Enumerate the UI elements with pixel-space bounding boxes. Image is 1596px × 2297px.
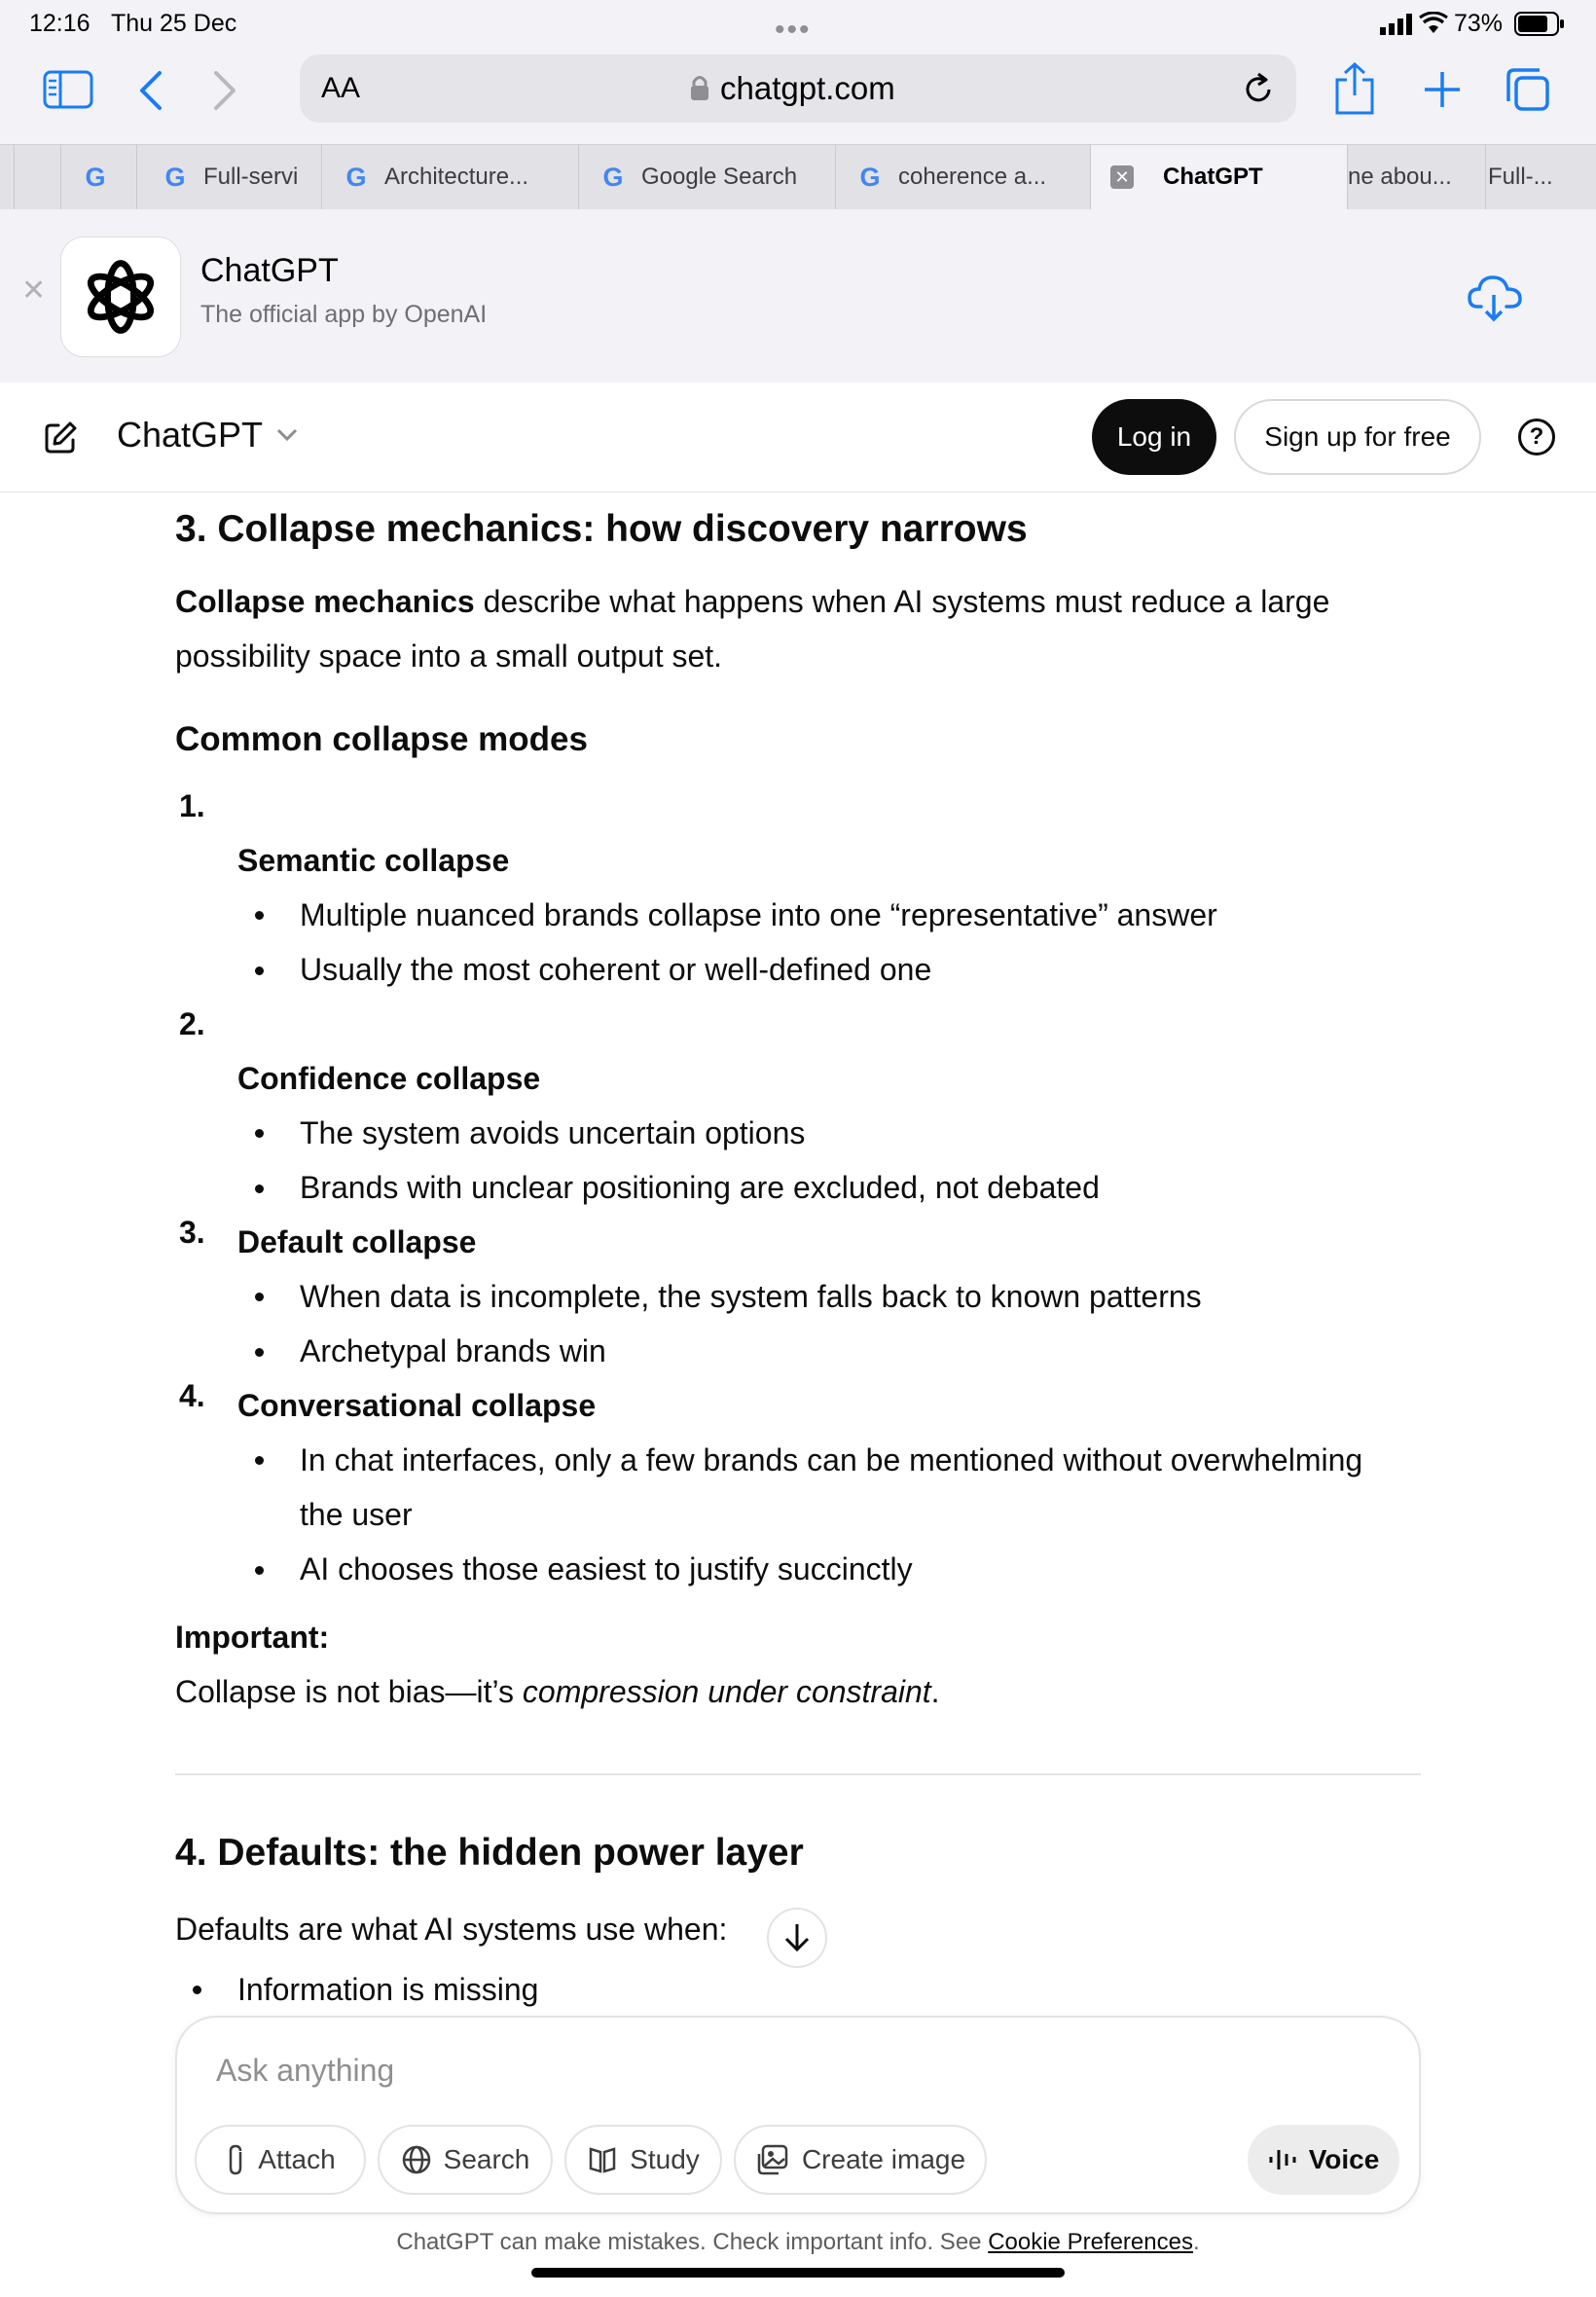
tab-label: ne abou... <box>1348 164 1452 190</box>
new-chat-icon[interactable] <box>43 420 78 456</box>
battery-percent: 73% <box>1454 10 1504 37</box>
mode-title: Default collapse <box>237 1224 477 1259</box>
new-tab-plus-icon[interactable] <box>1423 70 1462 109</box>
attach-label: Attach <box>258 2144 336 2174</box>
status-date: Thu 25 Dec <box>111 10 237 37</box>
intro-paragraph-line-1 <box>175 574 1329 629</box>
smart-app-banner <box>0 209 1596 383</box>
bullet-dot <box>255 1129 264 1138</box>
search-label: Search <box>443 2144 530 2174</box>
composer-input[interactable]: Ask anything <box>216 2053 395 2088</box>
create-image-label: Create image <box>801 2144 966 2174</box>
tab-coherence[interactable] <box>835 145 1090 209</box>
help-button[interactable] <box>1518 419 1555 456</box>
mode-bullet: The system avoids uncertain options <box>300 1115 806 1150</box>
defaults-intro: Defaults are what AI systems use when: <box>175 1912 728 1947</box>
disclaimer-text: ChatGPT can make mistakes. Check important info. See <box>396 2229 989 2255</box>
image-icon <box>755 2144 790 2175</box>
back-arrow-icon[interactable] <box>136 70 165 111</box>
mode-bullet: Usually the most coherent or well-defined one <box>300 952 932 987</box>
tab-label: coherence a... <box>898 164 1047 190</box>
battery-icon <box>1514 12 1565 37</box>
tab-label: Full-... <box>1488 164 1553 190</box>
bullet-dot <box>255 1348 264 1357</box>
study-label: Study <box>630 2144 700 2174</box>
important-post: . <box>930 1674 940 1709</box>
forward-arrow-icon[interactable] <box>210 70 239 111</box>
bullet-dot <box>255 1185 264 1193</box>
mode-bullet-continued: the user <box>300 1497 413 1532</box>
bullet-dot <box>255 911 264 920</box>
url-text[interactable]: chatgpt.com <box>720 70 895 106</box>
app-icon <box>60 237 181 357</box>
intro-paragraph-line-2: possibility space into a small output set. <box>175 638 723 674</box>
mode-title: Semantic collapse <box>237 843 510 878</box>
paperclip-icon <box>225 2144 246 2175</box>
mode-bullet: Archetypal brands win <box>300 1333 606 1368</box>
book-icon <box>587 2145 618 2174</box>
tab-label: Google Search <box>641 164 798 190</box>
intro-rest-1: describe what happens when AI systems must reduce a large <box>474 584 1330 619</box>
reload-icon[interactable] <box>1240 70 1277 107</box>
tab-full-2[interactable] <box>1485 145 1596 209</box>
list-number: 4. <box>179 1378 205 1413</box>
tab-full-service[interactable] <box>136 145 321 209</box>
voice-label: Voice <box>1308 2144 1380 2174</box>
important-pre: Collapse is not bias—it’s <box>175 1674 523 1709</box>
cookie-preferences-link[interactable]: Cookie Preferences <box>988 2229 1193 2255</box>
tab-overview-icon[interactable] <box>1505 66 1551 113</box>
tab-pinned-1[interactable] <box>14 145 60 209</box>
tab-chatgpt-active[interactable] <box>1090 145 1347 209</box>
list-number: 2. <box>179 1006 205 1041</box>
list-number: 3. <box>179 1215 205 1250</box>
section-3-heading: 3. Collapse mechanics: how discovery narrows <box>175 508 1028 550</box>
google-g-icon: G <box>345 162 367 192</box>
status-bar <box>0 0 1596 47</box>
close-tab-icon[interactable]: ✕ <box>1110 165 1134 189</box>
mode-title: Confidence collapse <box>237 1061 541 1096</box>
disclaimer-end: . <box>1192 2229 1200 2255</box>
tab-label: Full-servi <box>203 164 299 190</box>
mode-bullet: Multiple nuanced brands collapse into one “representative” answer <box>300 897 1217 932</box>
tab-google-1[interactable] <box>60 145 136 209</box>
disclaimer <box>0 2229 1596 2256</box>
bullet-dot <box>255 1293 264 1301</box>
tab-label: ChatGPT <box>1163 164 1263 190</box>
section-4-heading: 4. Defaults: the hidden power layer <box>175 1832 804 1874</box>
text-size-button[interactable]: AA <box>321 72 361 104</box>
multitask-dots-icon[interactable]: ••• <box>775 14 812 46</box>
mode-bullet: In chat interfaces, only a few brands can be mentioned without overwhelming <box>300 1442 1363 1477</box>
voice-button[interactable] <box>1248 2125 1399 2195</box>
chat-header-title: ChatGPT <box>117 415 264 455</box>
share-icon[interactable] <box>1333 62 1376 115</box>
status-time: 12:16 <box>29 10 91 37</box>
important-em: compression under constraint <box>522 1674 931 1709</box>
cellular-signal-icon <box>1380 14 1415 35</box>
log-in-button[interactable]: Log in <box>1092 399 1216 475</box>
modes-heading: Common collapse modes <box>175 720 588 758</box>
voice-wave-icon <box>1268 2147 1297 2172</box>
important-label: Important: <box>175 1620 330 1655</box>
scroll-to-bottom-button[interactable] <box>767 1908 827 1968</box>
model-selector[interactable] <box>117 415 298 456</box>
google-g-icon: G <box>859 162 881 192</box>
mode-bullet: Brands with unclear positioning are excluded, not debated <box>300 1170 1100 1205</box>
sidebar-toggle-icon[interactable] <box>43 70 93 109</box>
tab-architecture[interactable] <box>321 145 578 209</box>
dismiss-banner-icon[interactable]: ✕ <box>21 274 47 307</box>
tab-google-search[interactable] <box>578 145 835 209</box>
bullet-dot <box>255 1456 264 1465</box>
google-g-icon: G <box>602 162 624 192</box>
intro-bold: Collapse mechanics <box>175 584 475 619</box>
tab-label: Architecture... <box>384 164 529 190</box>
help-icon: ? <box>1529 423 1544 450</box>
google-g-icon: G <box>164 162 186 192</box>
attach-button[interactable] <box>195 2125 366 2195</box>
banner-app-subtitle: The official app by OpenAI <box>200 301 488 328</box>
tab-ne-about[interactable] <box>1347 145 1485 209</box>
search-button[interactable] <box>378 2125 553 2195</box>
important-text <box>175 1664 940 1719</box>
openai-logo-icon <box>74 250 167 344</box>
list-number: 1. <box>179 788 205 823</box>
defaults-bullet: Information is missing <box>237 1972 539 2007</box>
lock-icon <box>689 74 710 101</box>
google-g-icon: G <box>85 162 106 192</box>
mode-bullet: When data is incomplete, the system falls back to known patterns <box>300 1279 1202 1314</box>
chevron-down-icon <box>276 428 298 442</box>
bullet-dot <box>255 1566 264 1575</box>
mode-bullet: AI chooses those easiest to justify succinctly <box>300 1551 913 1586</box>
section-divider <box>175 1773 1421 1775</box>
banner-app-title: ChatGPT <box>200 252 339 289</box>
address-bar[interactable] <box>300 55 1296 123</box>
tab-strip <box>0 144 1596 210</box>
arrow-down-icon <box>783 1922 811 1953</box>
cloud-download-icon[interactable] <box>1468 272 1522 322</box>
wifi-icon <box>1419 12 1448 35</box>
home-indicator[interactable] <box>531 2268 1065 2278</box>
globe-icon <box>401 2144 432 2175</box>
study-button[interactable] <box>564 2125 722 2195</box>
bullet-dot <box>255 966 264 975</box>
create-image-button[interactable] <box>734 2125 987 2195</box>
bullet-dot <box>193 1986 201 1994</box>
mode-title: Conversational collapse <box>237 1388 597 1423</box>
sign-up-button[interactable]: Sign up for free <box>1234 399 1481 475</box>
